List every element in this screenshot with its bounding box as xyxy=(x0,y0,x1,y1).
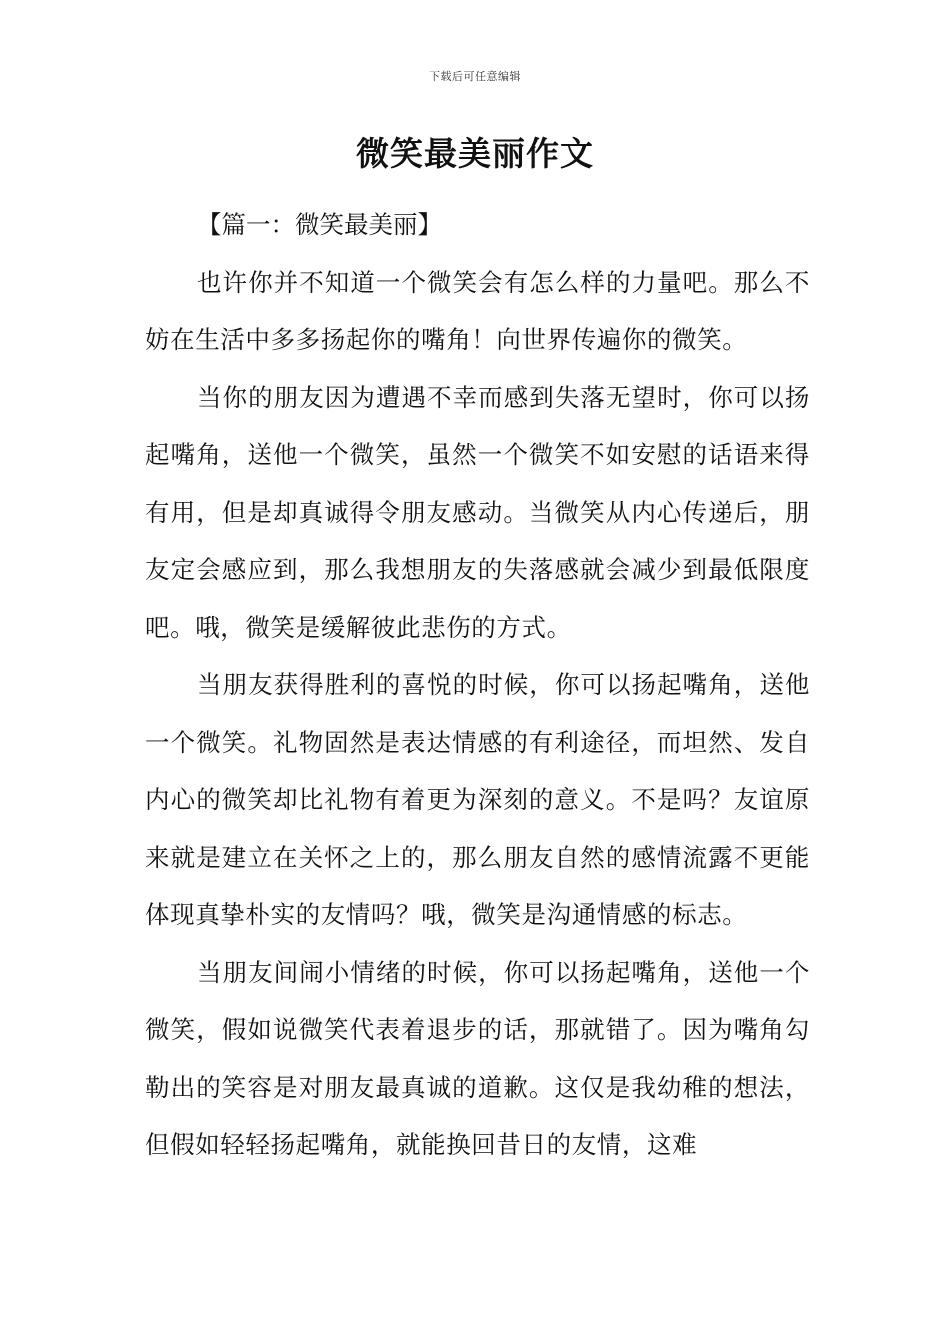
paragraph-3: 当朋友获得胜利的喜悦的时候，你可以扬起嘴角，送他一个微笑。礼物固然是表达情感的有利途径，而坦然、发自内心的微笑却比礼物有着更为深刻的意义。不是吗？友谊原来就是建立在关怀之上的，那么朋友自然的感情流露不更能体现真挚朴实的友情吗？哦，微笑是沟通情感的标志。 xyxy=(145,670,810,929)
paragraph-4: 当朋友间闹小情绪的时候，你可以扬起嘴角，送他一个微笑，假如说微笑代表着退步的话，那就错了。因为嘴角勾勒出的笑容是对朋友最真诚的道歉。这仅是我幼稚的想法，但假如轻轻扬起嘴角，就能换回昔日的友情，这难 xyxy=(145,957,810,1159)
paragraph-1: 也许你并不知道一个微笑会有怎么样的力量吧。那么不妨在生活中多多扬起你的嘴角！向世界传遍你的微笑。 xyxy=(145,267,810,354)
header-note: 下载后可任意编辑 xyxy=(429,70,521,83)
document-title: 微笑最美丽作文 xyxy=(356,134,594,173)
section-heading: 【篇一：微笑最美丽】 xyxy=(197,210,442,239)
document-body xyxy=(145,196,810,1174)
paragraph-2: 当你的朋友因为遭遇不幸而感到失落无望时，你可以扬起嘴角，送他一个微笑，虽然一个微笑不如安慰的话语来得有用，但是却真诚得令朋友感动。当微笑从内心传递后，朋友定会感应到，那么我想朋友的失落感就会减少到最低限度吧。哦，微笑是缓解彼此悲伤的方式。 xyxy=(145,382,810,642)
